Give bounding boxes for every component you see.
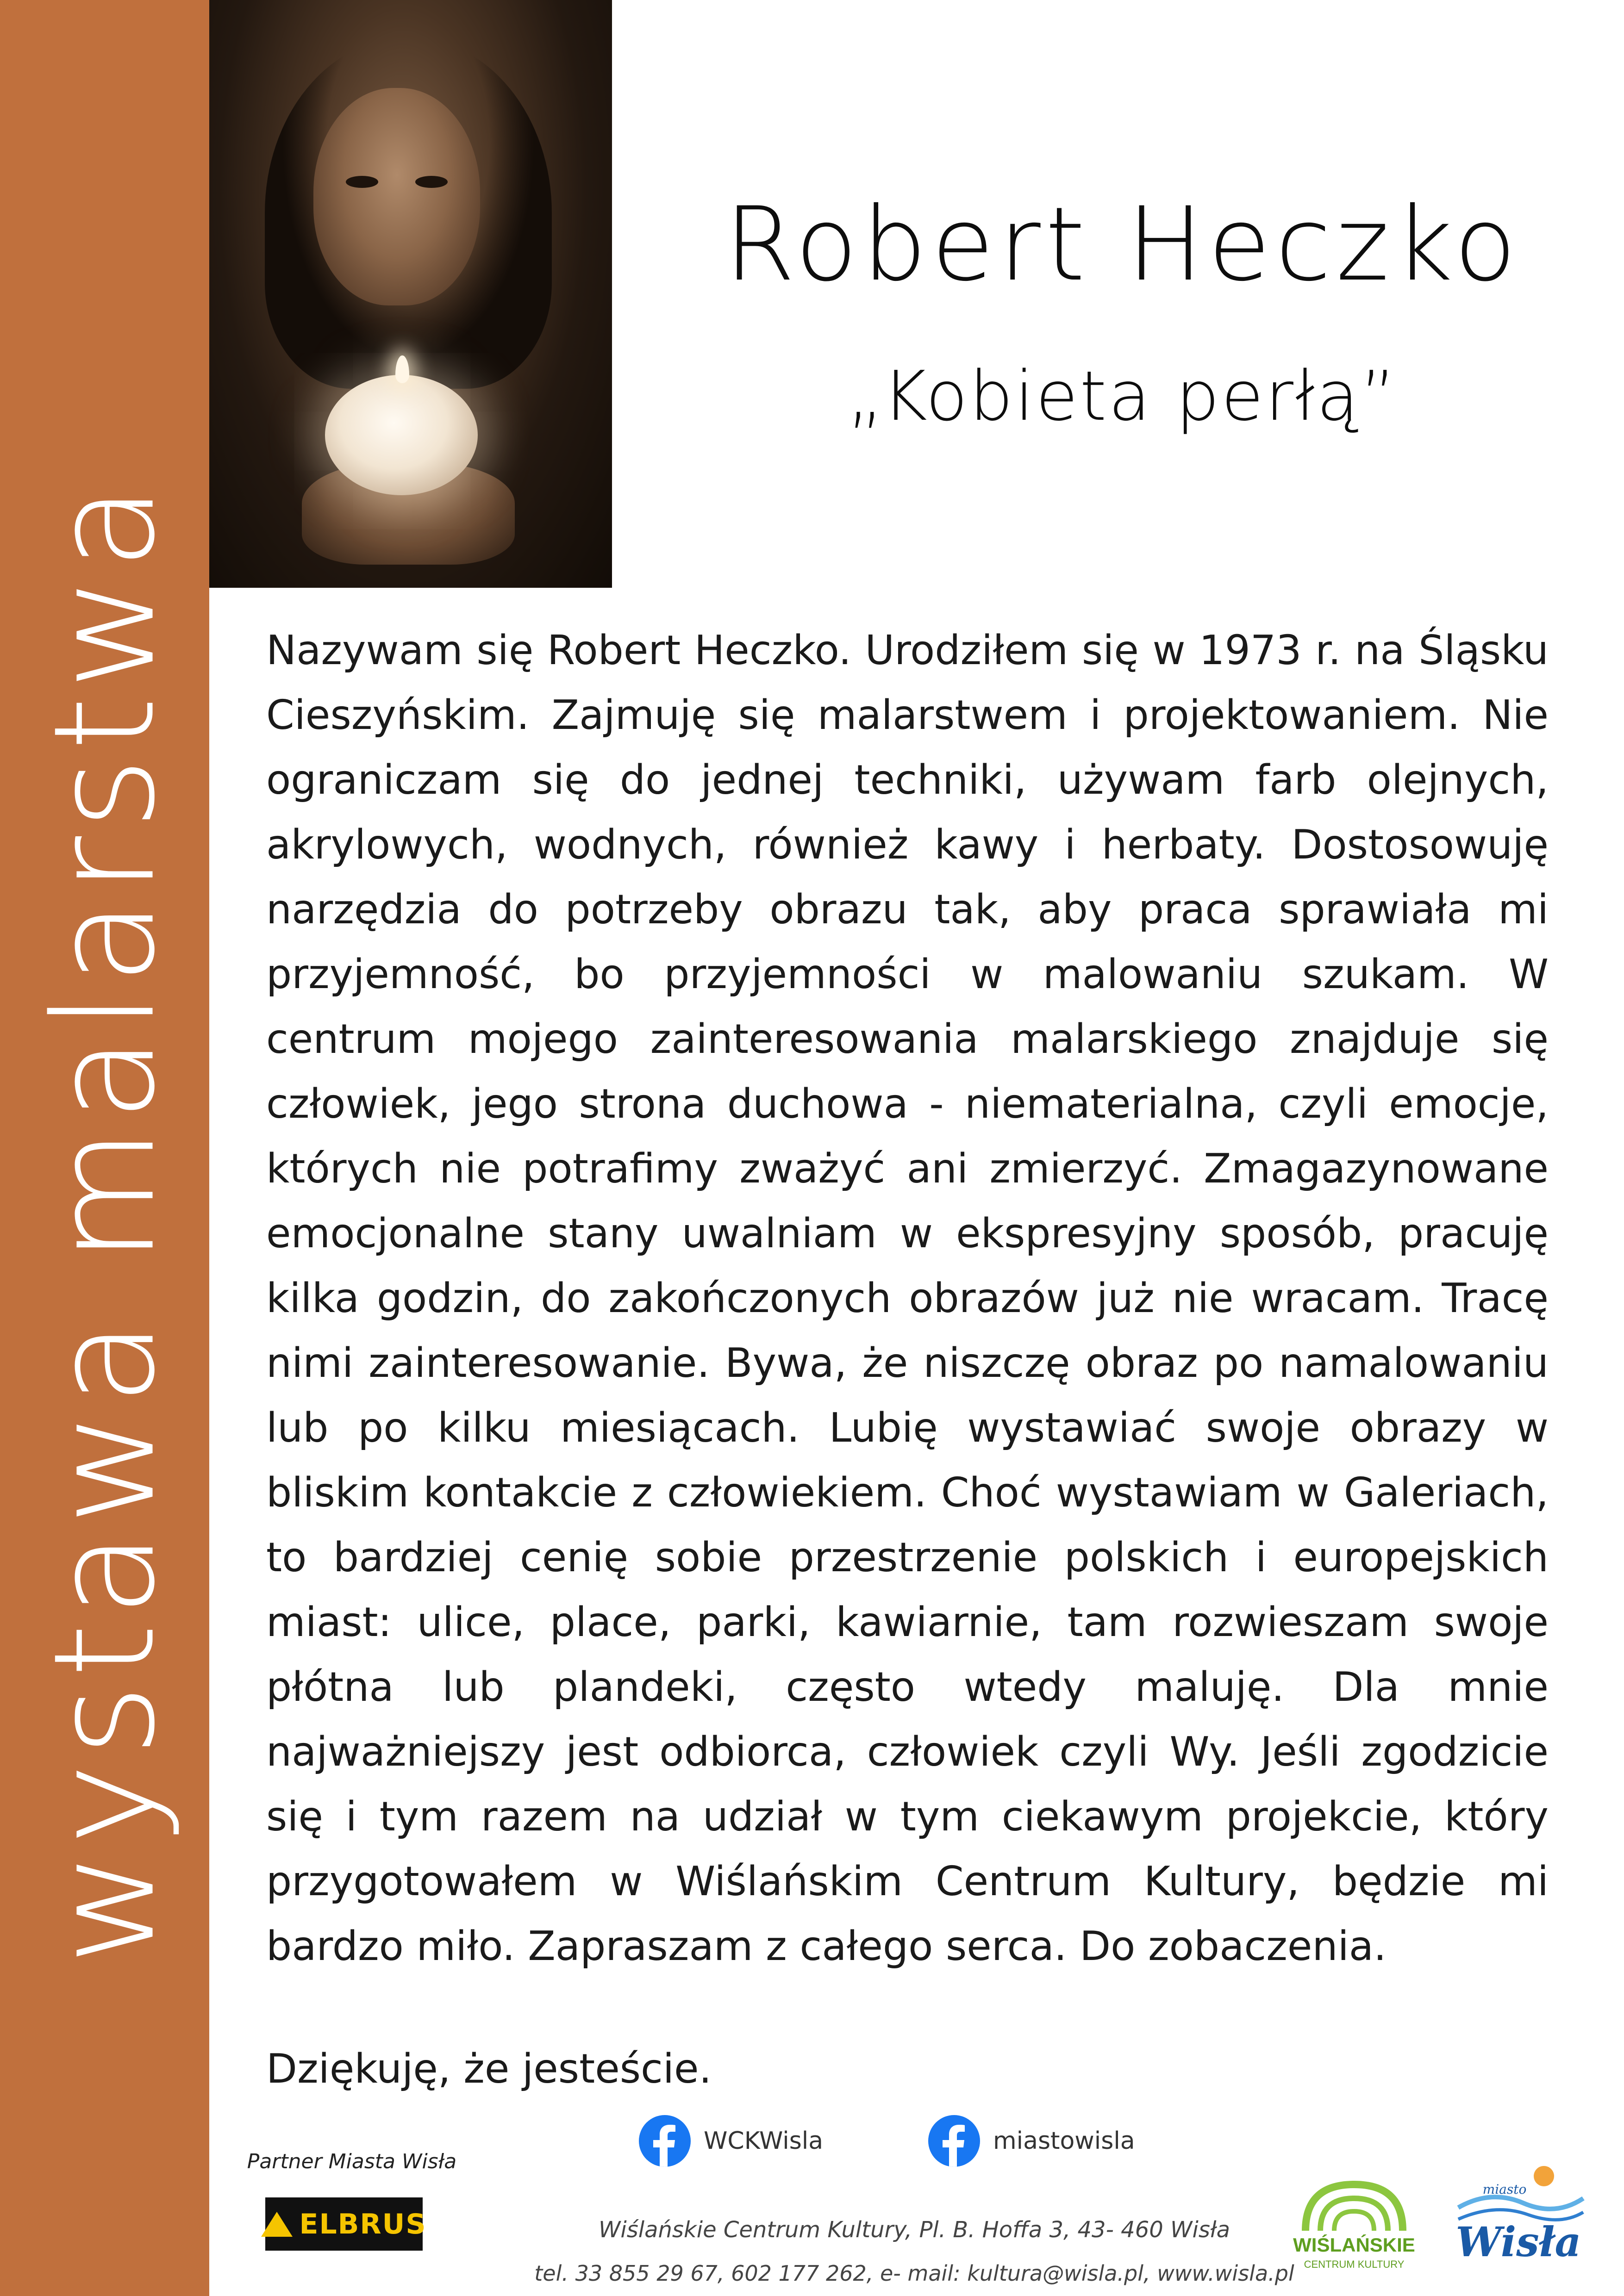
wisla-logo-small: miasto: [1482, 2182, 1527, 2197]
address-line: Wiślańskie Centrum Kultury, Pl. B. Hoffa 3, 43- 460 Wisła: [598, 2217, 1230, 2243]
social-handle: WCKWisla: [704, 2127, 824, 2155]
facebook-icon: [639, 2115, 691, 2167]
social-link-wisla[interactable]: [928, 2115, 1135, 2167]
facebook-icon: [928, 2115, 980, 2167]
wisla-logo-main: Wisła: [1455, 2218, 1581, 2266]
exhibition-title: „Kobieta perłą”: [847, 356, 1398, 436]
wck-logo-line1: WIŚLAŃSKIE: [1293, 2234, 1415, 2256]
sidebar-band: [0, 0, 209, 2296]
bio-paragraph: Nazywam się Robert Heczko. Urodziłem się w 1973 r. na Śląsku Cieszyńskim. Zajmuję się malarstwem i projektowaniem. Nie ograniczam się do jednej techniki, używam farb olejnych, akrylowych, wodnych, również kawy i herbaty. Dostosowuję narzędzia do potrzeby obrazu tak, aby praca sprawiała mi przyjemność, bo przyjemności w malowaniu szukam. W centrum mojego zainteresowania malarskiego znajduje się człowiek, jego strona duchowa - niematerialna, czyli emocje, których nie potrafimy zważyć ani zmierzyć. Zmagazynowane emocjonalne stany uwalniam w ekspresyjny sposób, pracuję kilka godzin, do zakończonych obrazów już nie wracam. Tracę nimi zainteresowanie. Bywa, że niszczę obraz po namalowaniu lub po kilku miesiącach. Lubię wystawiać swoje obrazy w bliskim kontakcie z człowiekiem. Choć wystawiam w Galeriach, to bardziej cenię sobie przestrzenie polskich i europejskich miast: ulice, place, parki, kawiarnie, tam rozwieszam swoje płótna lub plandeki, często wtedy maluję. Dla mnie najważniejszy jest odbiorca, człowiek czyli Wy. Jeśli zgodzicie się i tym razem na udział w tym ciekawym projekcie, który przygotowałem w Wiślańskim Centrum Kultury, będzie mi bardzo miło. Zapraszam z całego serca. Do zobaczenia.: [266, 627, 1549, 1970]
wck-logo-line2: CENTRUM KULTURY: [1304, 2259, 1405, 2270]
elbrus-logo: [265, 2197, 427, 2251]
sun-icon: [1534, 2166, 1554, 2186]
partner-label: Partner Miasta Wisła: [247, 2150, 457, 2173]
portrait-eye-left: [346, 176, 378, 188]
contact-line: tel. 33 855 29 67, 602 177 262, e- mail: kultura@wisla.pl, www.wisla.pl: [534, 2261, 1294, 2286]
social-handle: miastowisla: [993, 2127, 1135, 2155]
elbrus-logo-text: ELBRUS: [299, 2208, 427, 2240]
artist-name: Robert Heczko: [724, 185, 1521, 304]
mountain-icon: [261, 2212, 293, 2237]
social-link-wck[interactable]: [639, 2115, 823, 2167]
wisla-logo: [1449, 2152, 1588, 2272]
portrait-face: [313, 88, 480, 305]
candle-icon: [325, 375, 478, 495]
portrait-eye-right: [415, 176, 448, 188]
vertical-title: wystawa malarstwa: [24, 478, 186, 1966]
wck-logo: [1287, 2171, 1421, 2277]
artist-portrait: [209, 0, 612, 588]
closing-line: Dziękuję, że jesteście.: [266, 2045, 712, 2092]
